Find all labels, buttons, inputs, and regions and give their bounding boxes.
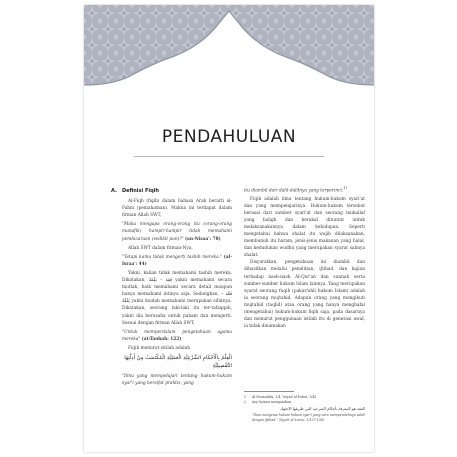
section-number: A. (111, 188, 117, 194)
footnote-divider (244, 391, 294, 392)
paragraph: Fiqih menurut istilah adalah (128, 345, 191, 351)
paragraph: Yakni, kalian tidak memahami tasbih mereka. Dikatakan, فَقِهَ – يَفْقَهُ yakni memahami secara mutlak, baik memahami secara detail maupun hanya memahami intinya saja. Sedangkan, فَقُهَ – يَفْقُهُ yakni mudah memahami merupakan sifatnya. Dikatakan, seorang laki-laki itu ter-tafaqqah, yakni dia berusaha untuk paham dan mengerti. Sesuai dengan firman Allah SWT, (122, 270, 233, 326)
quote-block (111, 254, 232, 268)
quote-text: "Untuk memperdalam pengetahuan agama mereka" (122, 329, 232, 342)
footnote-translation: "Ilmu mengenai hukum-hukum syar'i yang cara memperolehnya ialah dengan ijtihad." (Syarh al-Luma', 1/157-158) (252, 412, 365, 422)
footnote-arabic: الفقه هو المعرفة بأحكام الشرعية التي طريقها الاجتهاد (280, 406, 365, 412)
footnotes (244, 395, 365, 423)
arabic-definition: الْعِلْمُ بِالْأَحْكَامِ الشَّرْعِيَّةِ الْعَمَلِيَّةِ الْمُكْتَسَبُ مِنْ أَدِلَّتِهَا التَّفْصِيلِيَّةِ (124, 354, 232, 369)
quote-source: (al-Israa': 44) (122, 254, 232, 267)
quote-text: itu diambil dari dalil-dalilnya yang terperinci. (244, 188, 344, 194)
section-title: Definisi Fiqih (122, 188, 159, 194)
section-heading (111, 188, 232, 195)
quote-text: "Ilmu yang mempelajari tentang hukum-hukum syar'i yang bersifat praktis, yang (122, 373, 232, 387)
paragraph: Al-Fiqh (fiqih) dalam bahasa Arab berarti al-Fahm (pemahaman). Makna ini terdapat dalam firman Allah SWT, (122, 199, 232, 219)
footnote-text: Al-Mustashfa, 1/4; Irsyad al-Fuhul, 1/45 (252, 395, 317, 399)
footnote-number: 1 (244, 395, 247, 399)
quote-block (111, 221, 232, 242)
quote-block (111, 329, 232, 343)
book-page (84, 5, 374, 452)
right-column (244, 185, 365, 330)
footnote-ref: 1) (343, 186, 347, 190)
title-divider (134, 156, 324, 157)
paragraph: Fiqih adalah ilmu tentang hukum-hukum syari'at dan yang mempelajarinya. Hukum-hukum tersebut berasal dari sumber syari'at dan seorang mukallaf yang baligh dan berakal dituntut untuk melaksanakannya dalam kehidupan. Seperti mengetahui bahwa shalat itu wajib dilaksanakan, membunuh itu haram, jenis-jenis makanan yang halal, dan kedudukan wudhu yang merupakan syarat sahnya shalat. (244, 196, 365, 259)
paragraph: Allah SWT dalam firman-Nya, (128, 245, 193, 251)
quote-text: "Tetapi kamu tidak mengerti tasbih mereka." (122, 254, 223, 260)
left-column (111, 188, 232, 389)
quote-source: (at-Taubah: 122) (141, 336, 182, 342)
paragraph: Disyaratkan, pengetahuan ini diambil dan dihasilkan melalui penelitian, ijtihad, dan kajian terhadap nash-nash Al-Qur'an dan sunnah serta sumber-sumber hukum Islam lainnya. Yang merupakan syarat seorang fuqih (pakar/ahli hukum Islam) adalah ia seorang mujtahid. Adapun orang yang mengikuti mujtahid (taqlid) atau orang yang hanya menghafal (mengetahui) hukum-hukum fiqih saja, pada dasarnya dan menurut penggunaan istilah itu di generasi awal, ia tidak dinamakan (244, 260, 365, 330)
footnote (244, 400, 365, 405)
ornament-header-image (84, 5, 374, 107)
quote-block (111, 373, 232, 387)
quote-source: (an-Nisaa': 78) (185, 236, 221, 242)
footnote-text: Asy-Syirazi mengatakan, (252, 400, 292, 405)
chapter-title: PENDAHULUAN (161, 127, 297, 147)
footnote-number: 2 (244, 400, 247, 405)
continued-quote (244, 185, 365, 195)
quote-text: "Maka mengapa orang-orang itu (orang-orang munafik) hampir-hampir tidak memahami pembicaraan (sedikit pun)?" (122, 222, 232, 242)
